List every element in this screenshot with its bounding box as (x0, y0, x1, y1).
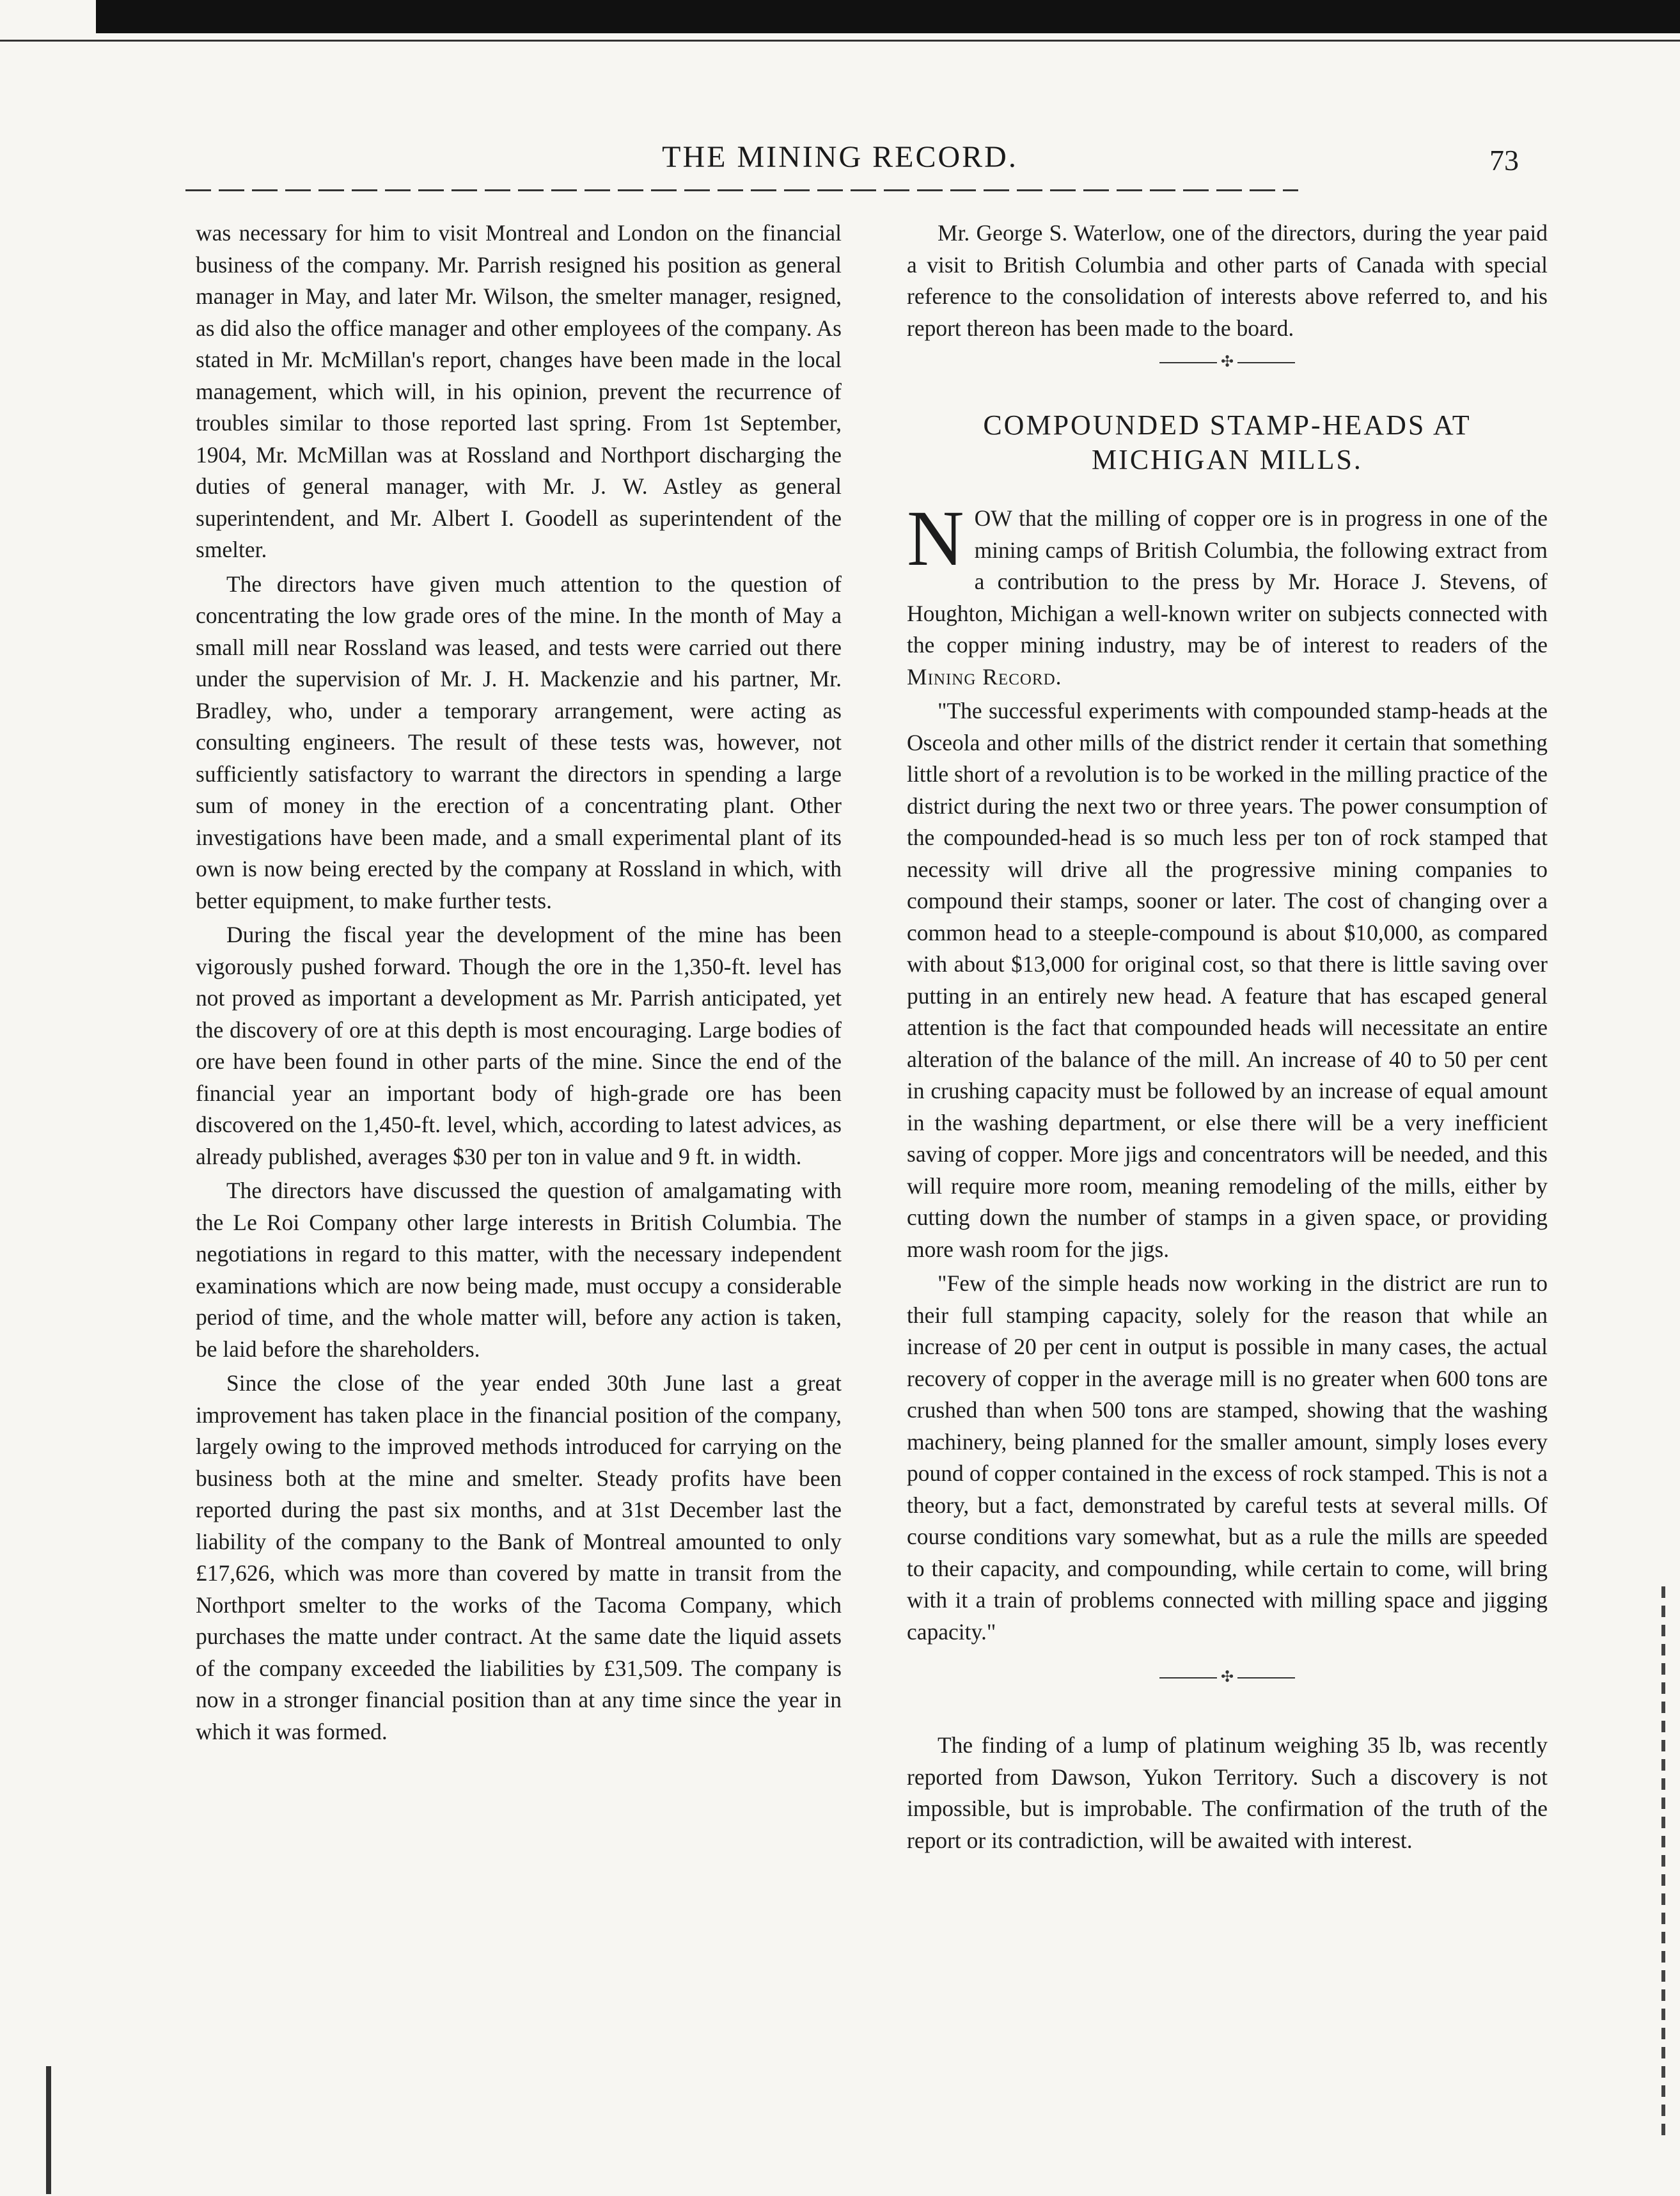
scan-margin-mark (1661, 1586, 1665, 2137)
paragraph: The finding of a lump of platinum weighing 35 lb, was recently reported from Dawson, Yukon Territory. Such a discovery is not impossible, but is improbable. The confirmation of the truth of the report or its contradiction, will be awaited with interest. (907, 1732, 1548, 1853)
publication-name: Mining Record. (907, 663, 1062, 690)
paragraph (907, 494, 1548, 693)
scan-top-bar (96, 0, 1680, 33)
paragraph: During the fiscal year the development of the mine has been vigorously pushed forward. Though the ore in the 1,350-ft. level has not proved as important a development as Mr. Parrish anticipated, yet the discovery of ore at this depth is most encouraging. Large bodies of ore have been found in other parts of the mine. Since the end of the financial year an important body of high-grade ore has been discovered on the 1,450-ft. level, which, according to latest advices, as already published, averages $30 per ton in value and 9 ft. in width. (196, 922, 842, 1169)
running-title: THE MINING RECORD. (662, 140, 1018, 174)
section-divider: ✣ (907, 1666, 1548, 1689)
scan-top-line (0, 40, 1680, 42)
paragraph: The directors have given much attention to the question of concentrating the low grade ores of the mine. In the month of May a small mill near Rossland was leased, and tests were carried out there under the supervision of Mr. J. H. Mackenzie and his partner, Mr. Bradley, who, under a temporary arrangement, were acting as consulting engineers. The result of these tests was, however, not sufficiently satisfactory to warrant the directors in spending a large sum of money in the erection of a concentrating plant. Other investigations have been made, and a small experimental plant of its own is now being erected by the company at Rossland in which, with better equipment, to make further tests. (196, 571, 842, 913)
paragraph: The directors have discussed the question of amalgamating with the Le Roi Company other large interests in British Columbia. The negotiations in regard to this matter, with the necessary independent examinations which are now being made, must occupy a considerable period of time, and the whole matter will, before any action is taken, be laid before the shareholders. (196, 1178, 842, 1362)
page-header (0, 139, 1680, 184)
paragraph: Since the close of the year ended 30th June last a great improvement has taken place in the financial position of the company, largely owing to the improved methods introduced for carrying on the business both at the mine and smelter. Steady profits have been reported during the past six months, and at 31st December last the liability of the company to the Bank of Montreal amounted to only £17,626, which was more than covered by matte in transit from the Northport smelter to the works of the Tacoma Company, which purchases the matte under contract. At the same date the liquid assets of the company exceeded the liabilities by £31,509. The company is now in a stronger financial position than at any time since the year in which it was formed. (196, 1370, 842, 1744)
drop-cap: N (907, 494, 964, 582)
paragraph: "Few of the simple heads now working in the district are run to their full stamping capacity, solely for the reason that while an increase of 20 per cent in output is possible in many cases, the actual recovery of copper in the average mill is no greater when 600 tons are crushed than when 500 tons are stamped, showing that the washing machinery, being planned for the smaller amount, simply loses every pound of copper contained in the excess of rock stamped. This is not a theory, but a fact, demonstrated by careful tests at several mills. Of course conditions vary somewhat, but as a rule the mills are speeded to their capacity, and compounding, while certain to come, will bring with it a train of problems connected with milling space and jigging capacity." (907, 1270, 1548, 1645)
paragraph-text: OW that the milling of copper ore is in progress in one of the mining camps of British Columbia, the following extract from a contribution to the press by Mr. Horace J. Stevens, of Houghton, Michigan a well-known writer on subjects connected with the copper mining industry, may be of interest to readers of the (907, 505, 1548, 658)
left-column (196, 217, 842, 1748)
paragraph: "The successful experiments with compounded stamp-heads at the Osceola and other mills of the district render it certain that something little short of a revolution is to be worked in the milling practice of the district during the next two or three years. The power consumption of the compounded-head is so much less per ton of rock stamped that necessity will drive all the progressive mining companies to compound their stamps, sooner or later. The cost of changing over a common head to a steeple-compound is about $10,000, as compared with about $13,000 for original cost, so that there is little saving over putting in an entirely new head. A feature that has escaped general attention is the fact that compounded heads will necessitate an entire alteration of the balance of the mill. An increase of 40 to 50 per cent in crushing capacity must be followed by an increase of equal amount in the washing department, or else there will be a very inefficient saving of copper. More jigs and concentrators will be needed, and this will require more room, meaning remodeling of the mills, either by cutting down the number of stamps in a given space, or providing more wash room for the jigs. (907, 698, 1548, 1262)
paragraph: Mr. George S. Waterlow, one of the directors, during the year paid a visit to British Columbia and other parts of Canada with special reference to the consolidation of interests above referred to, and his report thereon has been made to the board. (907, 220, 1548, 341)
right-column (907, 217, 1548, 1856)
article-title: COMPOUNDED STAMP-HEADS AT MICHIGAN MILLS. (983, 409, 1472, 475)
section-divider: ✣ (907, 351, 1548, 374)
scan-margin-mark (46, 2066, 51, 2194)
paragraph: was necessary for him to visit Montreal and London on the financial business of the company. Mr. Parrish resigned his position as general manager in May, and later Mr. Wilson, the smelter manager, resigned, as did also the office manager and other employees of the company. As stated in Mr. McMillan's report, changes have been made in the local management, which will, in his opinion, prevent the recurrence of troubles similar to those reported last spring. From 1st September, 1904, Mr. McMillan was at Rossland and Northport discharging the duties of general manager, with Mr. J. W. Astley as general superintendent, and Mr. Albert I. Goodell as superintendent of the smelter. (196, 220, 842, 562)
page-number: 73 (1489, 144, 1519, 177)
header-rule (185, 189, 1298, 191)
